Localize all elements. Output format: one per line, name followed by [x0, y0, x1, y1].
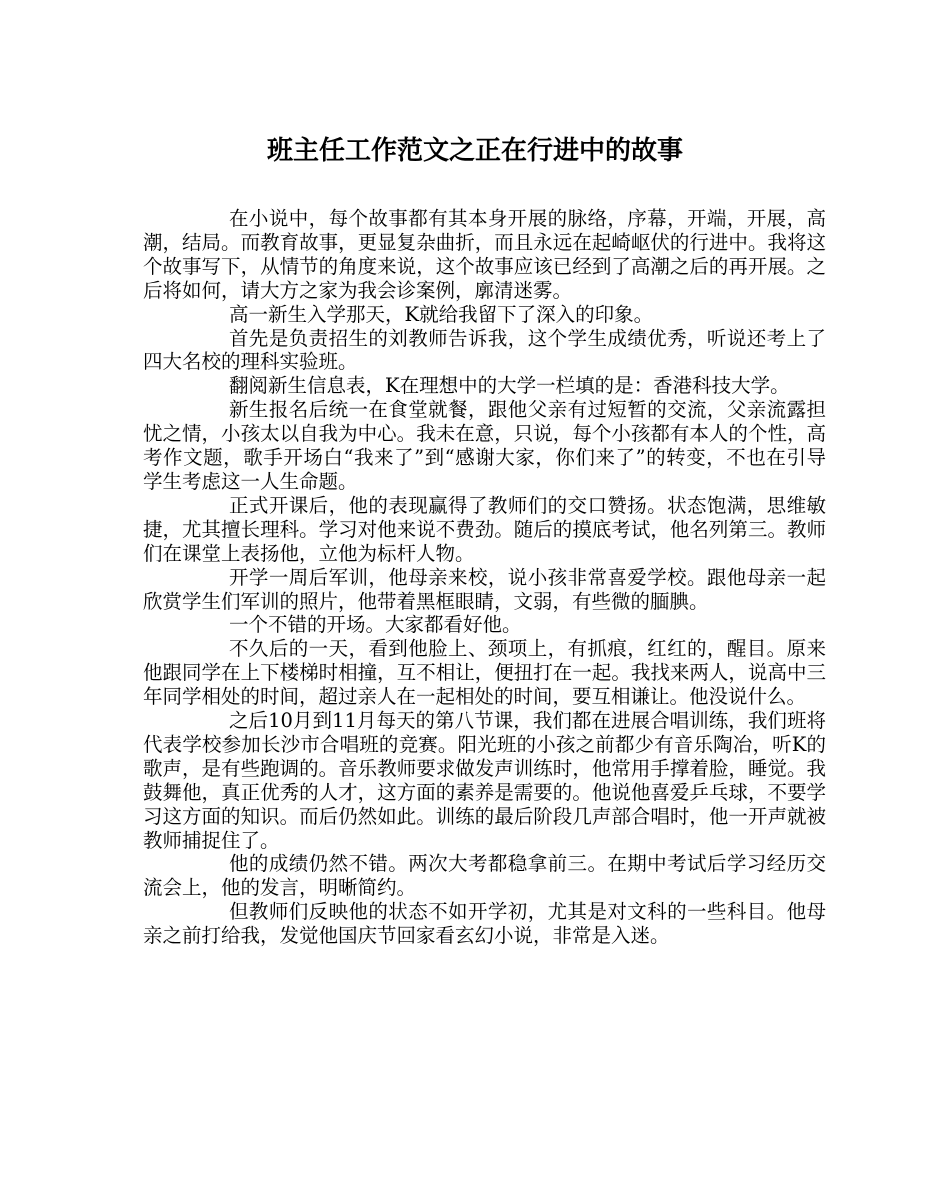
- paragraph: 翻阅新生信息表，K在理想中的大学一栏填的是：香港科技大学。: [229, 374, 790, 398]
- document-body: [143, 207, 826, 948]
- paragraph: 但教师们反映他的状态不如开学初，尤其是对文科的一些科目。他母亲之前打给我，发觉他国庆节回家看玄幻小说，非常是入迷。: [143, 900, 826, 948]
- paragraph: 开学一周后军训，他母亲来校，说小孩非常喜爱学校。跟他母亲一起欣赏学生们军训的照片，他带着黑框眼睛，文弱，有些微的腼腆。: [143, 565, 826, 613]
- paragraph: 首先是负责招生的刘教师告诉我，这个学生成绩优秀，听说还考上了四大名校的理科实验班。: [143, 326, 826, 374]
- paragraph: 之后10月到11月每天的第八节课，我们都在进展合唱训练，我们班将代表学校参加长沙市合唱班的竞赛。阳光班的小孩之前都少有音乐陶冶，听K的歌声，是有些跑调的。音乐教师要求做发声训练时，他常用手撑着脸，睡觉。我鼓舞他，真正优秀的人才，这方面的素养是需要的。他说他喜爱乒乓球，不要学习这方面的知识。而后仍然如此。训练的最后阶段几声部合唱时，他一开声就被教师捕捉住了。: [143, 709, 826, 852]
- paragraph: 不久后的一天，看到他脸上、颈项上，有抓痕，红红的，醒目。原来他跟同学在上下楼梯时相撞，互不相让，便扭打在一起。我找来两人，说高中三年同学相处的时间，超过亲人在一起相处的时间，要互相谦让。他没说什么。: [143, 637, 826, 709]
- paragraph: 正式开课后，他的表现赢得了教师们的交口赞扬。状态饱满，思维敏捷，尤其擅长理科。学习对他来说不费劲。随后的摸底考试，他名列第三。教师们在课堂上表扬他，立他为标杆人物。: [143, 493, 826, 565]
- paragraph: 新生报名后统一在食堂就餐，跟他父亲有过短暂的交流，父亲流露担忧之情，小孩太以自我为中心。我未在意，只说，每个小孩都有本人的个性，高考作文题，歌手开场白“我来了”到“感谢大家，你们来了”的转变，不也在引导学生考虑这一人生命题。: [143, 398, 826, 493]
- paragraph: 他的成绩仍然不错。两次大考都稳拿前三。在期中考试后学习经历交流会上，他的发言，明晰简约。: [143, 852, 826, 900]
- document-title: 班主任工作范文之正在行进中的故事: [266, 136, 683, 166]
- paragraph: 一个不错的开场。大家都看好他。: [229, 613, 522, 637]
- paragraph: 高一新生入学那天，K就给我留下了深入的印象。: [229, 302, 654, 326]
- paragraph: 在小说中，每个故事都有其本身开展的脉络，序幕，开端，开展，高潮，结局。而教育故事，更显复杂曲折，而且永远在起崎岖伏的行进中。我将这个故事写下，从情节的角度来说，这个故事应该已经到了高潮之后的再开展。之后将如何，请大方之家为我会诊案例，廓清迷雾。: [143, 207, 826, 302]
